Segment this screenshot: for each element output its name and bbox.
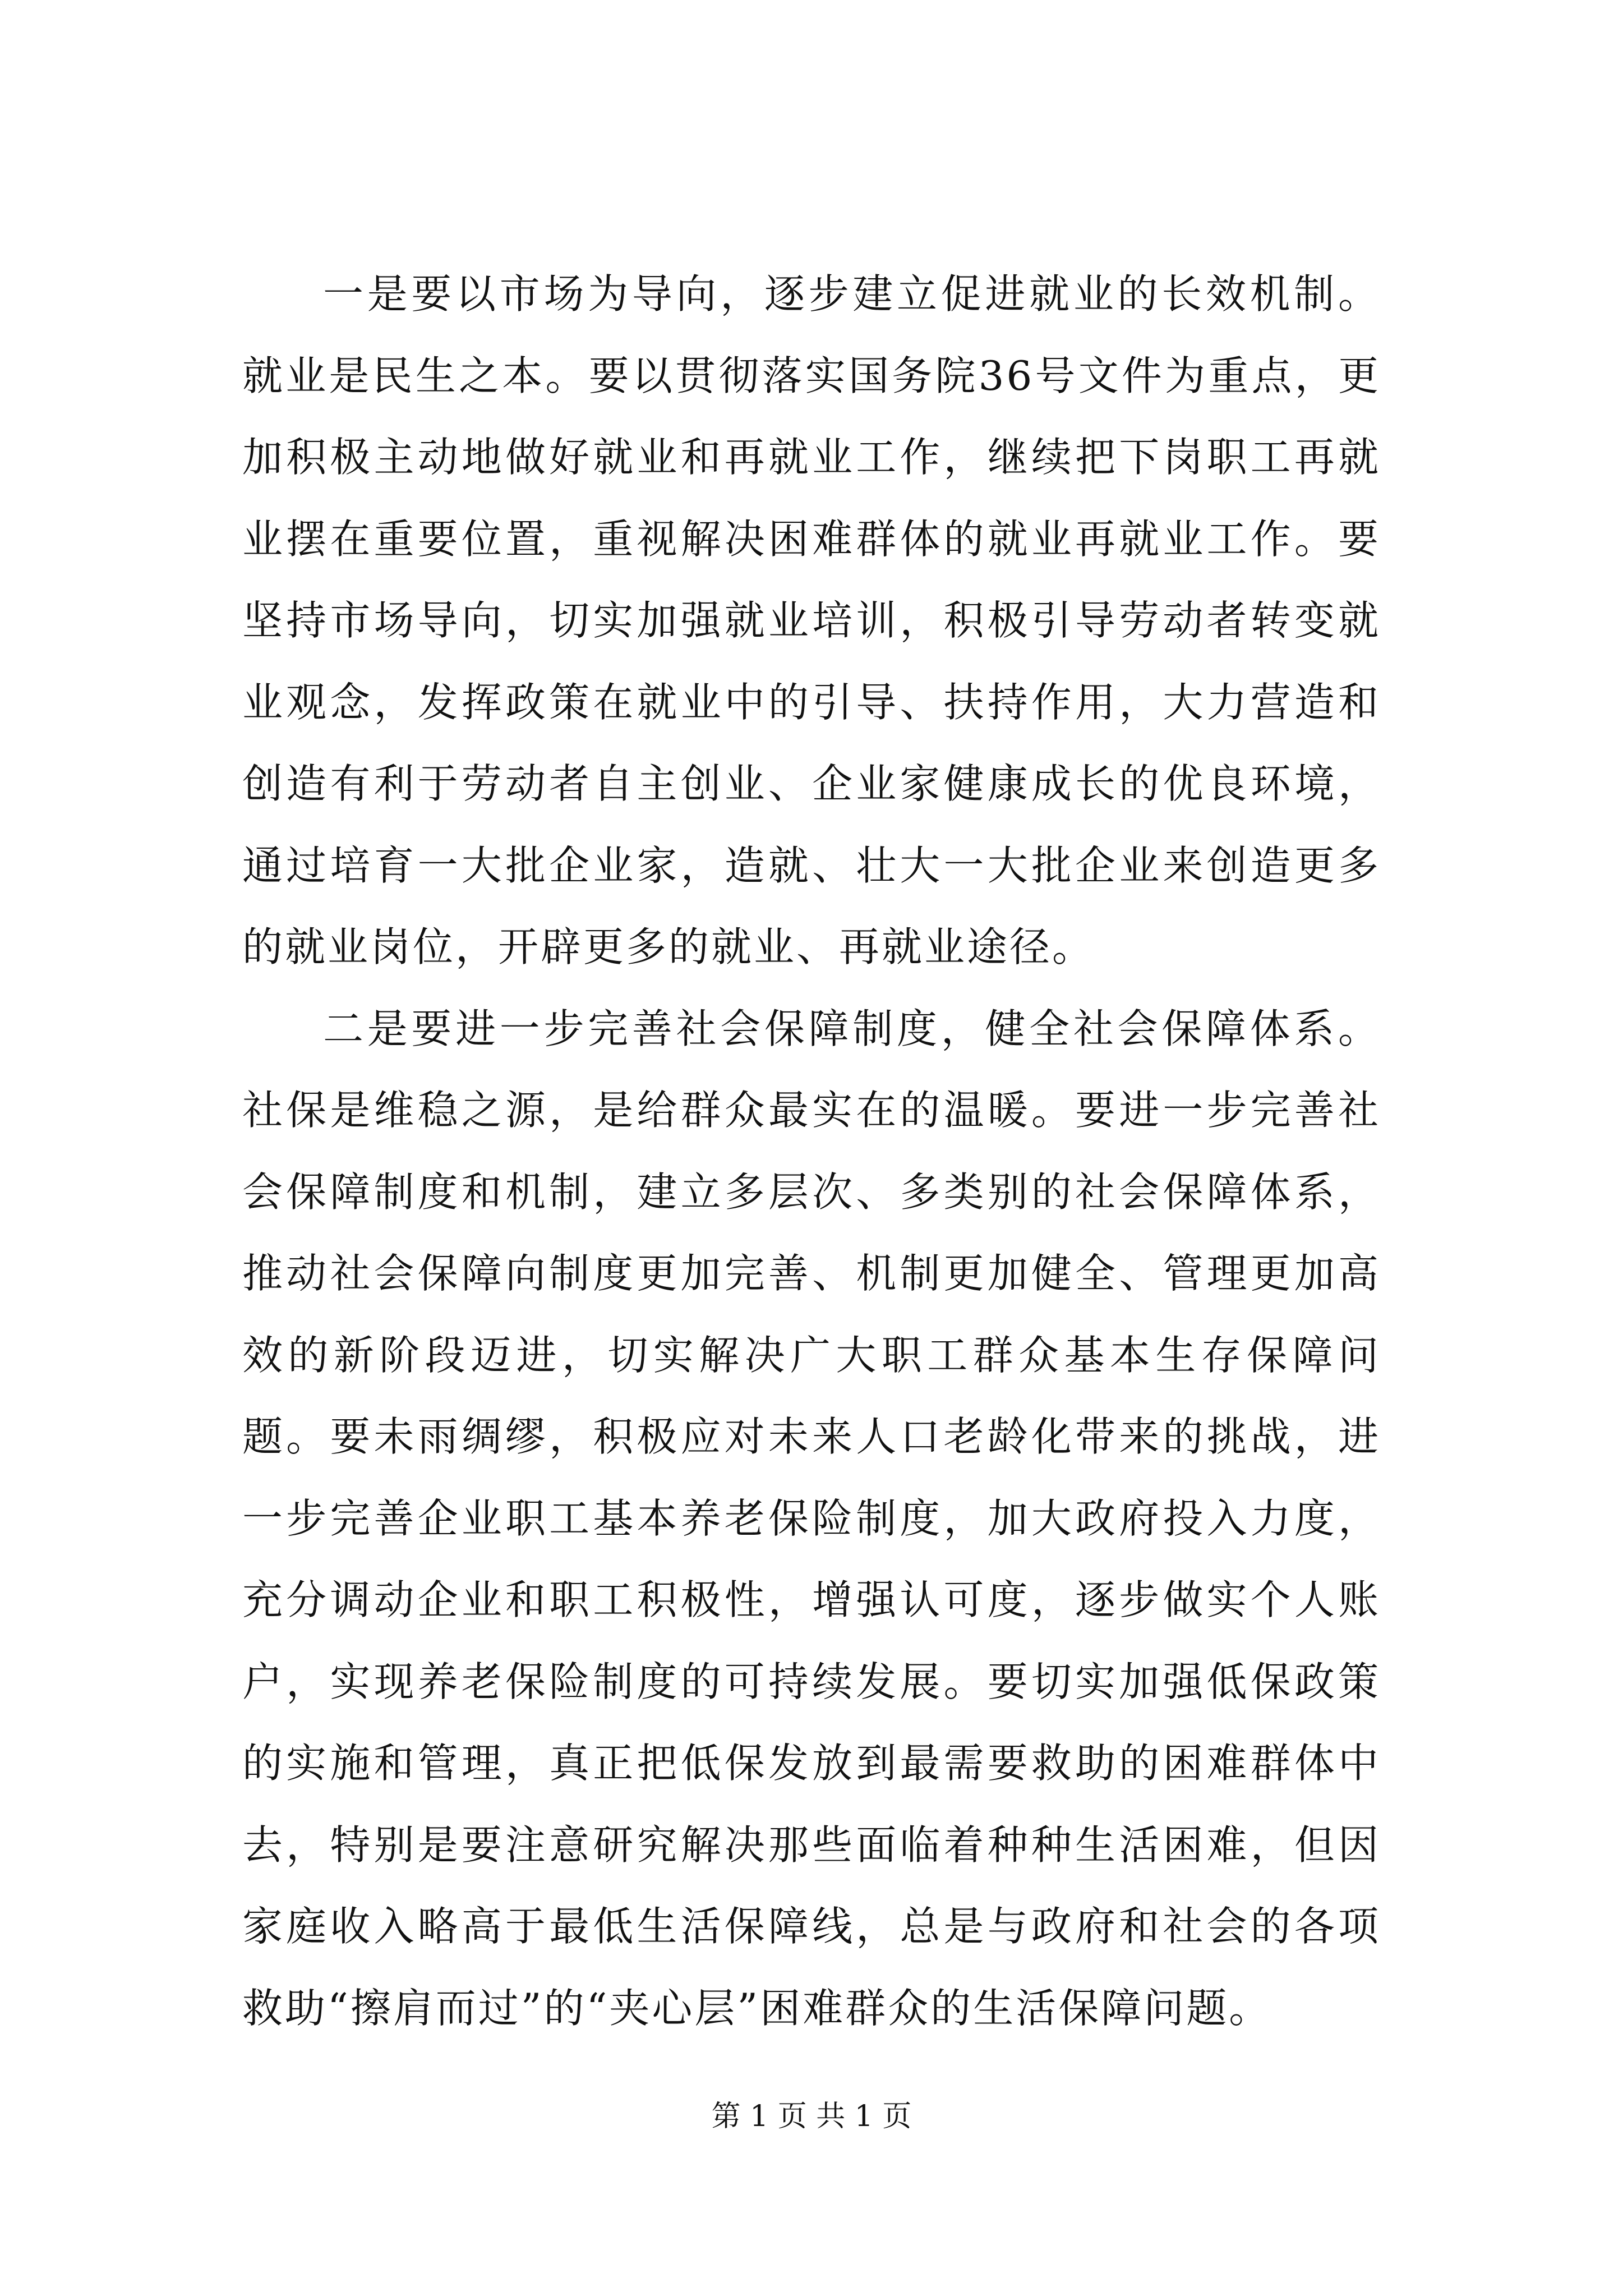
document-body xyxy=(242,254,1381,2049)
paragraph-employment: 一是要以市场为导向，逐步建立促进就业的长效机制。就业是民生之本。要以贯彻落实国务院36号文件为重点，更加积极主动地做好就业和再就业工作，继续把下岗职工再就业摆在重要位置，重视解决困难群体的就业再就业工作。要坚持市场导向，切实加强就业培训，积极引导劳动者转变就业观念，发挥政策在就业中的引导、扶持作用，大力营造和创造有利于劳动者自主创业、企业家健康成长的优良环境，通过培育一大批企业家，造就、壮大一大批企业来创造更多的就业岗位，开辟更多的就业、再就业途径。 xyxy=(242,270,1381,970)
page-footer: 第 1 页 共 1 页 xyxy=(711,2100,912,2133)
paragraph-social-security: 二是要进一步完善社会保障制度，健全社会保障体系。社保是维稳之源，是给群众最实在的温暖。要进一步完善社会保障制度和机制，建立多层次、多类别的社会保障体系，推动社会保障向制度更加完善、机制更加健全、管理更加高效的新阶段迈进，切实解决广大职工群众基本生存保障问题。要未雨绸缪，积极应对未来人口老龄化带来的挑战，进一步完善企业职工基本养老保险制度，加大政府投入力度，充分调动企业和职工积极性，增强认可度，逐步做实个人账户，实现养老保险制度的可持续发展。要切实加强低保政策的实施和管理，真正把低保发放到最需要救助的困难群体中去，特别是要注意研究解决那些面临着种种生活困难，但因家庭收入略高于最低生活保障线，总是与政府和社会的各项救助“擦肩而过”的“夹心层”困难群众的生活保障问题。 xyxy=(242,1005,1381,2032)
